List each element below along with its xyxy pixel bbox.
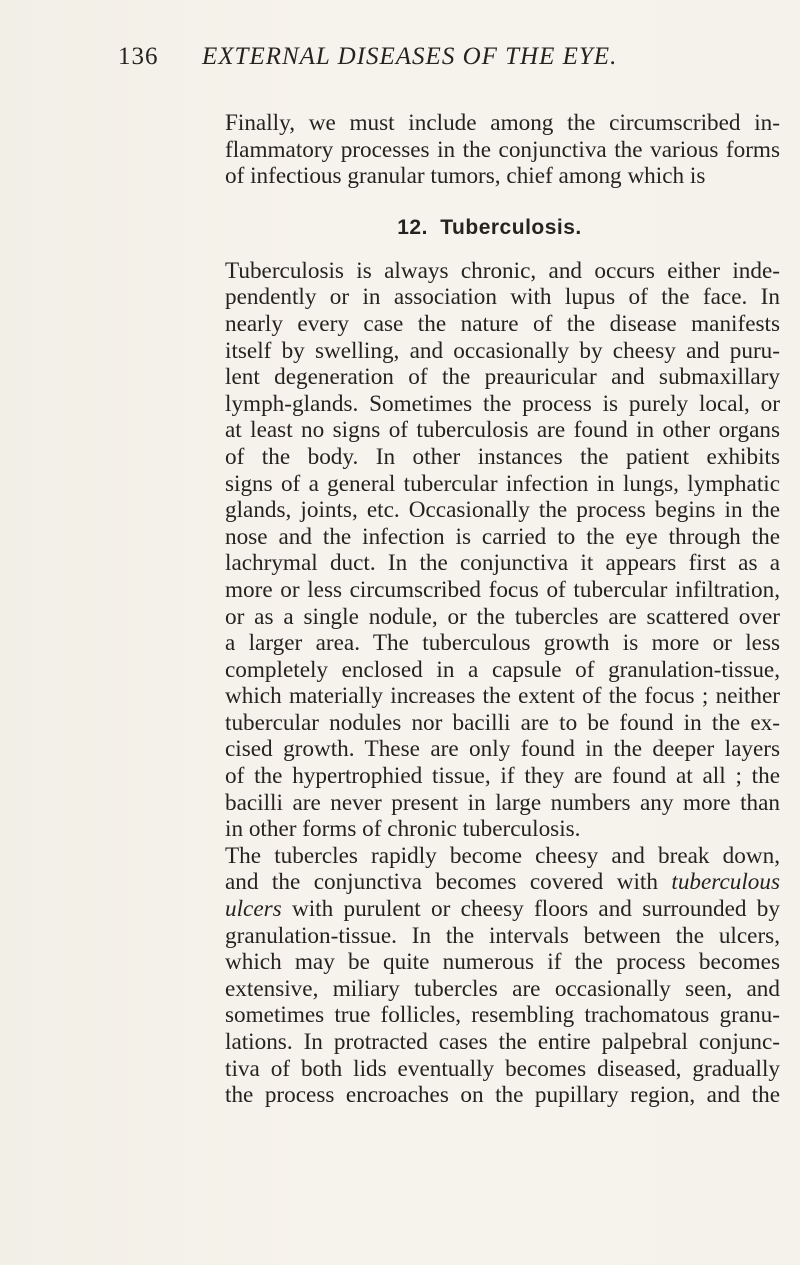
text-line: which materially increases the extent of the focus ; neither [225,683,780,710]
text-line: a larger area. The tuberculous growth is more or less [225,630,780,657]
section-title: Tuberculosis. [440,215,582,239]
section-heading [199,214,780,242]
text-line: lachrymal duct. In the conjunctiva it appears first as a [225,550,780,577]
text-line: of infectious granular tumors, chief among which is [225,163,706,190]
italic-term: ulcers [225,896,282,923]
text-line: cised growth. These are only found in the deeper layers [225,736,780,763]
text-line: in other forms of chronic tuberculosis. [225,816,581,843]
text-line: the process encroaches on the pupillary region, and the [225,1082,780,1109]
text-segment: with purulent or cheesy floors and surrounded by [281,896,780,923]
intro-paragraph [199,110,780,190]
section-number: 12. [397,215,428,239]
text-line: pendently or in association with lupus of the face. In [225,284,780,311]
body-text [199,110,780,1109]
running-title: EXTERNAL DISEASES OF THE EYE. [202,43,618,70]
page-number: 136 [118,43,159,70]
running-head [118,40,778,74]
text-line: tiva of both lids eventually becomes diseased, gradually [225,1055,780,1082]
text-line: granulation-tissue. In the intervals between the ulcers, [225,922,780,949]
text-line: extensive, miliary tubercles are occasionally seen, and [225,975,780,1002]
text-segment: and the conjunctiva becomes covered with [225,869,672,896]
text-line: The tubercles rapidly become cheesy and break down, [225,842,780,869]
paragraph-tubercles-ulcers [199,843,780,1109]
text-line: which may be quite numerous if the process becomes [225,949,780,976]
text-line [199,869,780,896]
text-line: glands, joints, etc. Occasionally the process begins in the [225,497,780,524]
text-line: of the body. In other instances the patient exhibits [225,443,780,470]
text-line: lations. In protracted cases the entire palpebral conjunc- [225,1029,780,1055]
text-line: lymph-glands. Sometimes the process is purely local, or [225,390,780,417]
text-line: lent degeneration of the preauricular and submaxillary [225,364,780,391]
text-line: flammatory processes in the conjunctiva the various forms [225,136,780,163]
text-line [199,896,780,923]
text-line: nose and the infection is carried to the eye through the [225,523,780,550]
text-line: completely enclosed in a capsule of granulation-tissue, [225,656,780,683]
text-line: or as a single nodule, or the tubercles are scattered over [225,603,780,630]
text-line: nearly every case the nature of the disease manifests [225,310,780,337]
text-line: sometimes true follicles, resembling trachomatous granu- [225,1002,780,1029]
text-line: Tuberculosis is always chronic, and occurs either inde- [225,257,780,284]
text-line: at least no signs of tuberculosis are found in other organs [225,417,780,444]
text-line: signs of a general tubercular infection in lungs, lymphatic [225,470,780,497]
text-line: bacilli are never present in large numbers any more than [225,789,780,816]
text-line: more or less circumscribed focus of tubercular infiltration, [225,576,780,603]
paragraph-tuberculosis-overview [199,258,780,843]
text-line: of the hypertrophied tissue, if they are found at all ; the [225,763,780,790]
text-line: tubercular nodules nor bacilli are to be found in the ex- [225,709,780,736]
text-line: Finally, we must include among the circumscribed in- [225,110,780,136]
italic-term: tuberculous [671,869,780,896]
text-line: itself by swelling, and occasionally by cheesy and puru- [225,337,780,364]
